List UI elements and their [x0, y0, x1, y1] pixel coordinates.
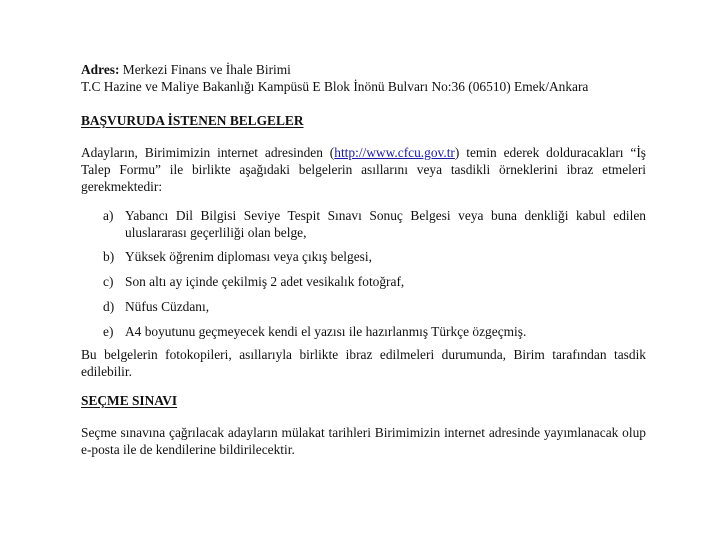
documents-intro: [81, 144, 646, 195]
list-item: [103, 273, 646, 290]
list-item-text: Nüfus Cüzdanı,: [125, 299, 210, 314]
list-marker: e): [103, 324, 114, 339]
selection-text: Seçme sınavına çağrılacak adayların mülakat tarihleri Birimimizin internet adresinde yayımlanacak olup e-posta ile de kendilerine bildirilecektir.: [81, 425, 646, 457]
list-item-text: Son altı ay içinde çekilmiş 2 adet vesikalık fotoğraf,: [125, 274, 405, 289]
list-marker: a): [103, 208, 114, 223]
list-item: [103, 323, 646, 340]
address-line-1: [81, 61, 646, 78]
address-line-2: T.C Hazine ve Maliye Bakanlığı Kampüsü E Blok İnönü Bulvarı No:36 (06510) Emek/Ankara: [81, 79, 589, 94]
list-item: [103, 207, 646, 241]
documents-heading: BAŞVURUDA İSTENEN BELGELER: [81, 113, 304, 128]
documents-list: [81, 207, 646, 340]
intro-text-end: ) temin ederek dolduracakları “İş Talep Formu” ile birlikte aşağıdaki belgelerin asıllarını veya tasdikli örneklerini ibraz etmeleri gerekmektedir:: [81, 145, 647, 194]
list-item-text: Yüksek öğrenim diploması veya çıkış belgesi,: [125, 249, 372, 264]
documents-closing: Bu belgelerin fotokopileri, asıllarıyla birlikte ibraz edilmeleri durumunda, Birim tarafından tasdik edilebilir.: [81, 347, 646, 379]
list-marker: c): [103, 274, 114, 289]
intro-text-start: Adayların, Birimimizin internet adresinden (: [81, 145, 335, 160]
list-item-text: Yabancı Dil Bilgisi Seviye Tespit Sınavı Sonuç Belgesi veya buna denkliği kabul edilen uluslararası geçerliliği olan belge,: [125, 208, 646, 240]
document-page: [81, 61, 646, 458]
list-item: [103, 298, 646, 315]
list-item: [103, 248, 646, 265]
selection-heading: SEÇME SINAVI: [81, 393, 178, 408]
list-item-text: A4 boyutunu geçmeyecek kendi el yazısı ile hazırlanmış Türkçe özgeçmiş.: [125, 324, 527, 339]
cfcu-website-link[interactable]: http://www.cfcu.gov.tr: [334, 145, 455, 160]
list-marker: b): [103, 249, 115, 264]
address-unit: Merkezi Finans ve İhale Birimi: [122, 62, 291, 77]
list-marker: d): [103, 299, 115, 314]
address-label: Adres:: [81, 62, 120, 77]
